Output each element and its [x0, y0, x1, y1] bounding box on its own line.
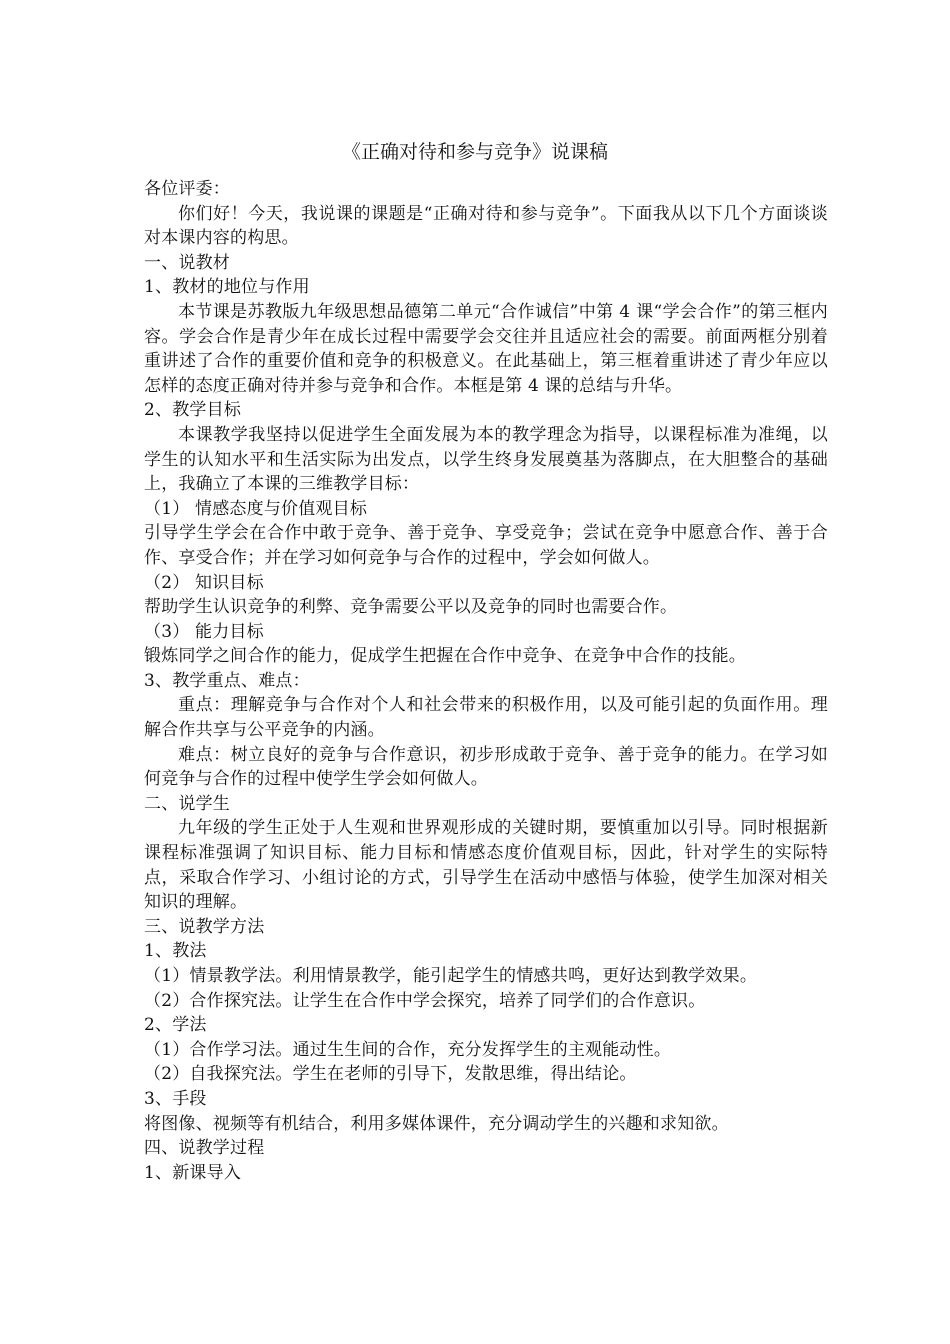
paragraph: 重点：理解竞争与合作对个人和社会带来的积极作用，以及可能引起的负面作用。理解合作共享与公平竞争的内涵。 — [144, 695, 828, 741]
paragraph: 三、说教学方法 — [144, 916, 265, 937]
document-body — [144, 177, 828, 1185]
paragraph: 1、新课导入 — [144, 1162, 242, 1183]
paragraph: 1、教材的地位与作用 — [144, 277, 310, 298]
paragraph: 一、说教材 — [144, 252, 230, 273]
paragraph: 本课教学我坚持以促进学生全面发展为本的教学理念为指导，以课程标准为准绳，以学生的认知水平和生活实际为出发点，以学生终身发展奠基为落脚点，在大胆整合的基础上，我确立了本课的三维教学目标： — [144, 424, 828, 495]
paragraph: 难点：树立良好的竞争与合作意识，初步形成敢于竞争、善于竞争的能力。在学习如何竞争与合作的过程中使学生学会如何做人。 — [144, 744, 828, 790]
paragraph: 将图像、视频等有机结合，利用多媒体课件，充分调动学生的兴趣和求知欲。 — [144, 1113, 729, 1134]
paragraph: （3） 能力目标 — [144, 621, 264, 642]
paragraph: （2）合作探究法。让学生在合作中学会探究，培养了同学们的合作意识。 — [144, 990, 706, 1011]
paragraph: 2、学法 — [144, 1015, 207, 1036]
paragraph: 1、教法 — [144, 941, 207, 962]
paragraph: 你们好！今天，我说课的课题是“正确对待和参与竞争”。下面我从以下几个方面谈谈对本课内容的构思。 — [144, 203, 828, 249]
paragraph: （1）情景教学法。利用情景教学，能引起学生的情感共鸣，更好达到教学效果。 — [144, 966, 758, 986]
paragraph: 锻炼同学之间合作的能力，促成学生把握在合作中竞争、在竞争中合作的技能。 — [144, 646, 746, 667]
paragraph: （2） 知识目标 — [144, 572, 264, 593]
paragraph: 3、手段 — [144, 1088, 207, 1109]
paragraph: 3、教学重点、难点： — [144, 670, 310, 691]
paragraph: （1） 情感态度与价值观目标 — [144, 498, 368, 519]
paragraph: （1）合作学习法。通过生生间的合作，充分发挥学生的主观能动性。 — [144, 1039, 672, 1060]
document-title: 《正确对待和参与竞争》说课稿 — [341, 141, 608, 163]
paragraph: 引导学生学会在合作中敢于竞争、善于竞争、享受竞争；尝试在竞争中愿意合作、善于合作、享受合作；并在学习如何竞争与合作的过程中，学会如何做人。 — [144, 523, 828, 568]
paragraph: 九年级的学生正处于人生观和世界观形成的关键时期，要慎重加以引导。同时根据新课程标准强调了知识目标、能力目标和情感态度价值观目标，因此，针对学生的实际特点，采取合作学习、小组讨论的方式，引导学生在活动中感悟与体验，使学生加深对相关知识的理解。 — [144, 818, 828, 913]
paragraph: 四、说教学过程 — [144, 1138, 265, 1159]
paragraph: 各位评委： — [144, 179, 230, 199]
paragraph: （2）自我探究法。学生在老师的引导下，发散思维，得出结论。 — [144, 1064, 637, 1085]
paragraph: 二、说学生 — [144, 793, 230, 814]
paragraph: 本节课是苏教版九年级思想品德第二单元“合作诚信”中第 4 课“学会合作”的第三框内容。学会合作是青少年在成长过程中需要学会交往并且适应社会的需要。前面两框分别着重讲述了合作的重要价值和竞争的积极意义。在此基础上，第三框着重讲述了青少年应以怎样的态度正确对待并参与竞争和合作。本框是第 4 课的总结与升华。 — [144, 301, 828, 396]
paragraph: 2、教学目标 — [144, 400, 242, 421]
paragraph: 帮助学生认识竞争的利弊、竞争需要公平以及竞争的同时也需要合作。 — [144, 597, 678, 618]
